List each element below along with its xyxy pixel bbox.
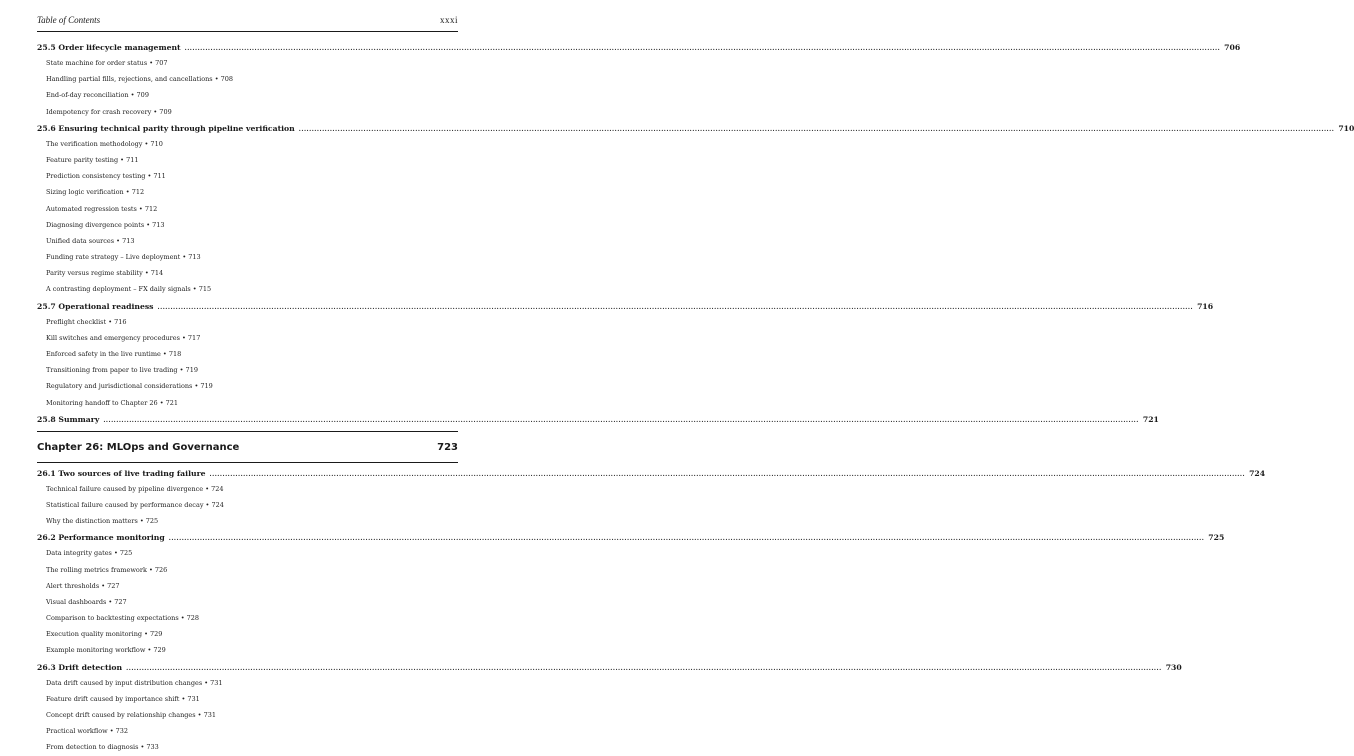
toc-section-title: 25.8 Summary	[37, 414, 100, 424]
toc-subentry[interactable]: Alert thresholds • 727	[46, 581, 120, 590]
toc-subentry[interactable]: Preflight checklist • 716	[46, 317, 127, 326]
toc-subentry[interactable]: From detection to diagnosis • 733	[46, 743, 159, 752]
dot-leader: ................................................................................................................................................................................................................................................................................................................................................................................................................	[126, 664, 1162, 672]
toc-subentry[interactable]: A contrasting deployment – FX daily signals • 715	[46, 285, 212, 294]
dot-leader: ................................................................................................................................................................................................................................................................................................................................................................................................................	[157, 303, 1194, 311]
toc-section-entry[interactable]	[37, 122, 1354, 136]
toc-subentry[interactable]: The rolling metrics framework • 726	[46, 565, 168, 574]
toc-section-title: 26.1 Two sources of live trading failure	[37, 468, 206, 478]
toc-section-entry[interactable]	[37, 467, 1266, 481]
toc-subentry[interactable]: Enforced safety in the live runtime • 718	[46, 350, 182, 358]
toc-list	[37, 41, 1354, 756]
toc-subentry[interactable]: Visual dashboards • 727	[46, 597, 127, 606]
toc-subentry[interactable]: Monitoring handoff to Chapter 26 • 721	[46, 398, 179, 407]
toc-subentry[interactable]: Handling partial fills, rejections, and cancellations • 708	[46, 75, 234, 84]
toc-section-page: 716	[1197, 301, 1214, 311]
toc-section-title: 25.6 Ensuring technical parity through pipeline verification	[37, 123, 295, 133]
toc-subentry[interactable]: The verification methodology • 710	[46, 139, 163, 148]
toc-subentry[interactable]: Example monitoring workflow • 729	[46, 646, 166, 655]
toc-subentry[interactable]: Parity versus regime stability • 714	[46, 269, 164, 278]
toc-subentry[interactable]: Regulatory and jurisdictional considerations • 719	[46, 382, 213, 391]
chapter-divider-top	[37, 431, 458, 432]
dot-leader: ................................................................................................................................................................................................................................................................................................................................................................................................................	[209, 470, 1246, 478]
toc-subentry[interactable]: Execution quality monitoring • 729	[46, 630, 163, 639]
toc-section-page: 730	[1165, 662, 1182, 672]
toc-subentry[interactable]: Practical workflow • 732	[46, 727, 129, 736]
toc-section-entry[interactable]	[37, 531, 1225, 545]
toc-subentry[interactable]: Data integrity gates • 725	[46, 549, 133, 558]
toc-subentry[interactable]: Statistical failure caused by performance decay • 724	[46, 500, 224, 509]
toc-subentry[interactable]: State machine for order status • 707	[46, 59, 168, 67]
toc-subentry[interactable]: Why the distinction matters • 725	[46, 517, 159, 526]
dot-leader: ................................................................................................................................................................................................................................................................................................................................................................................................................	[168, 535, 1205, 543]
dot-leader: ................................................................................................................................................................................................................................................................................................................................................................................................................	[103, 416, 1139, 424]
toc-subentry[interactable]: Feature drift caused by importance shift • 731	[46, 694, 200, 703]
toc-subentry[interactable]: Sizing logic verification • 712	[46, 188, 145, 197]
toc-subentry[interactable]: Funding rate strategy – Live deployment • 713	[46, 253, 201, 262]
toc-subentry[interactable]: Automated regression tests • 712	[46, 204, 158, 213]
toc-subentry[interactable]: Data drift caused by input distribution changes • 731	[46, 678, 223, 687]
toc-section-title: 25.7 Operational readiness	[37, 301, 154, 311]
toc-section-page: 724	[1249, 468, 1266, 478]
toc-subentry[interactable]: Comparison to backtesting expectations • 728	[46, 614, 200, 623]
toc-section-page: 721	[1142, 414, 1159, 424]
chapter-divider-bottom	[37, 462, 458, 463]
toc-block-chapter-25	[37, 41, 1354, 427]
running-head	[37, 15, 458, 29]
toc-section-title: 26.2 Performance monitoring	[37, 533, 165, 543]
toc-section-title: 25.5 Order lifecycle management	[37, 43, 181, 52]
toc-subentry[interactable]: Unified data sources • 713	[46, 236, 135, 245]
dot-leader: ................................................................................................................................................................................................................................................................................................................................................................................................................	[298, 125, 1335, 133]
chapter-title: Chapter 26: MLOps and Governance	[37, 441, 240, 453]
toc-subentry[interactable]: End-of-day reconciliation • 709	[46, 91, 149, 100]
header-rule	[37, 31, 458, 32]
toc-subentry[interactable]: Transitioning from paper to live trading • 719	[46, 366, 198, 375]
toc-subentry[interactable]: Idempotency for crash recovery • 709	[46, 107, 172, 116]
toc-subentry[interactable]: Concept drift caused by relationship changes • 731	[46, 711, 216, 719]
running-head-title: Table of Contents	[37, 15, 101, 25]
toc-section-page: 725	[1208, 533, 1225, 543]
chapter-heading[interactable]	[37, 440, 458, 456]
toc-section-entry[interactable]	[37, 413, 1159, 427]
toc-subentry[interactable]: Technical failure caused by pipeline divergence • 724	[46, 484, 224, 493]
toc-subentry[interactable]: Prediction consistency testing • 711	[46, 172, 166, 181]
toc-subentry[interactable]: Feature parity testing • 711	[46, 155, 139, 164]
toc-section-title: 26.3 Drift detection	[37, 662, 123, 672]
toc-section-entry[interactable]	[37, 661, 1182, 675]
toc-subentry[interactable]: Kill switches and emergency procedures • 717	[46, 333, 201, 342]
toc-block-chapter-26	[37, 467, 1266, 756]
page-folio: xxxi	[439, 15, 458, 25]
toc-section-entry[interactable]	[37, 41, 1241, 55]
chapter-page: 723	[437, 441, 458, 453]
toc-section-page: 710	[1338, 123, 1354, 133]
toc-section-page: 706	[1224, 43, 1241, 52]
toc-section-entry[interactable]	[37, 300, 1214, 314]
dot-leader: ................................................................................................................................................................................................................................................................................................................................................................................................................	[184, 45, 1221, 52]
toc-subentry[interactable]: Diagnosing divergence points • 713	[46, 220, 165, 229]
